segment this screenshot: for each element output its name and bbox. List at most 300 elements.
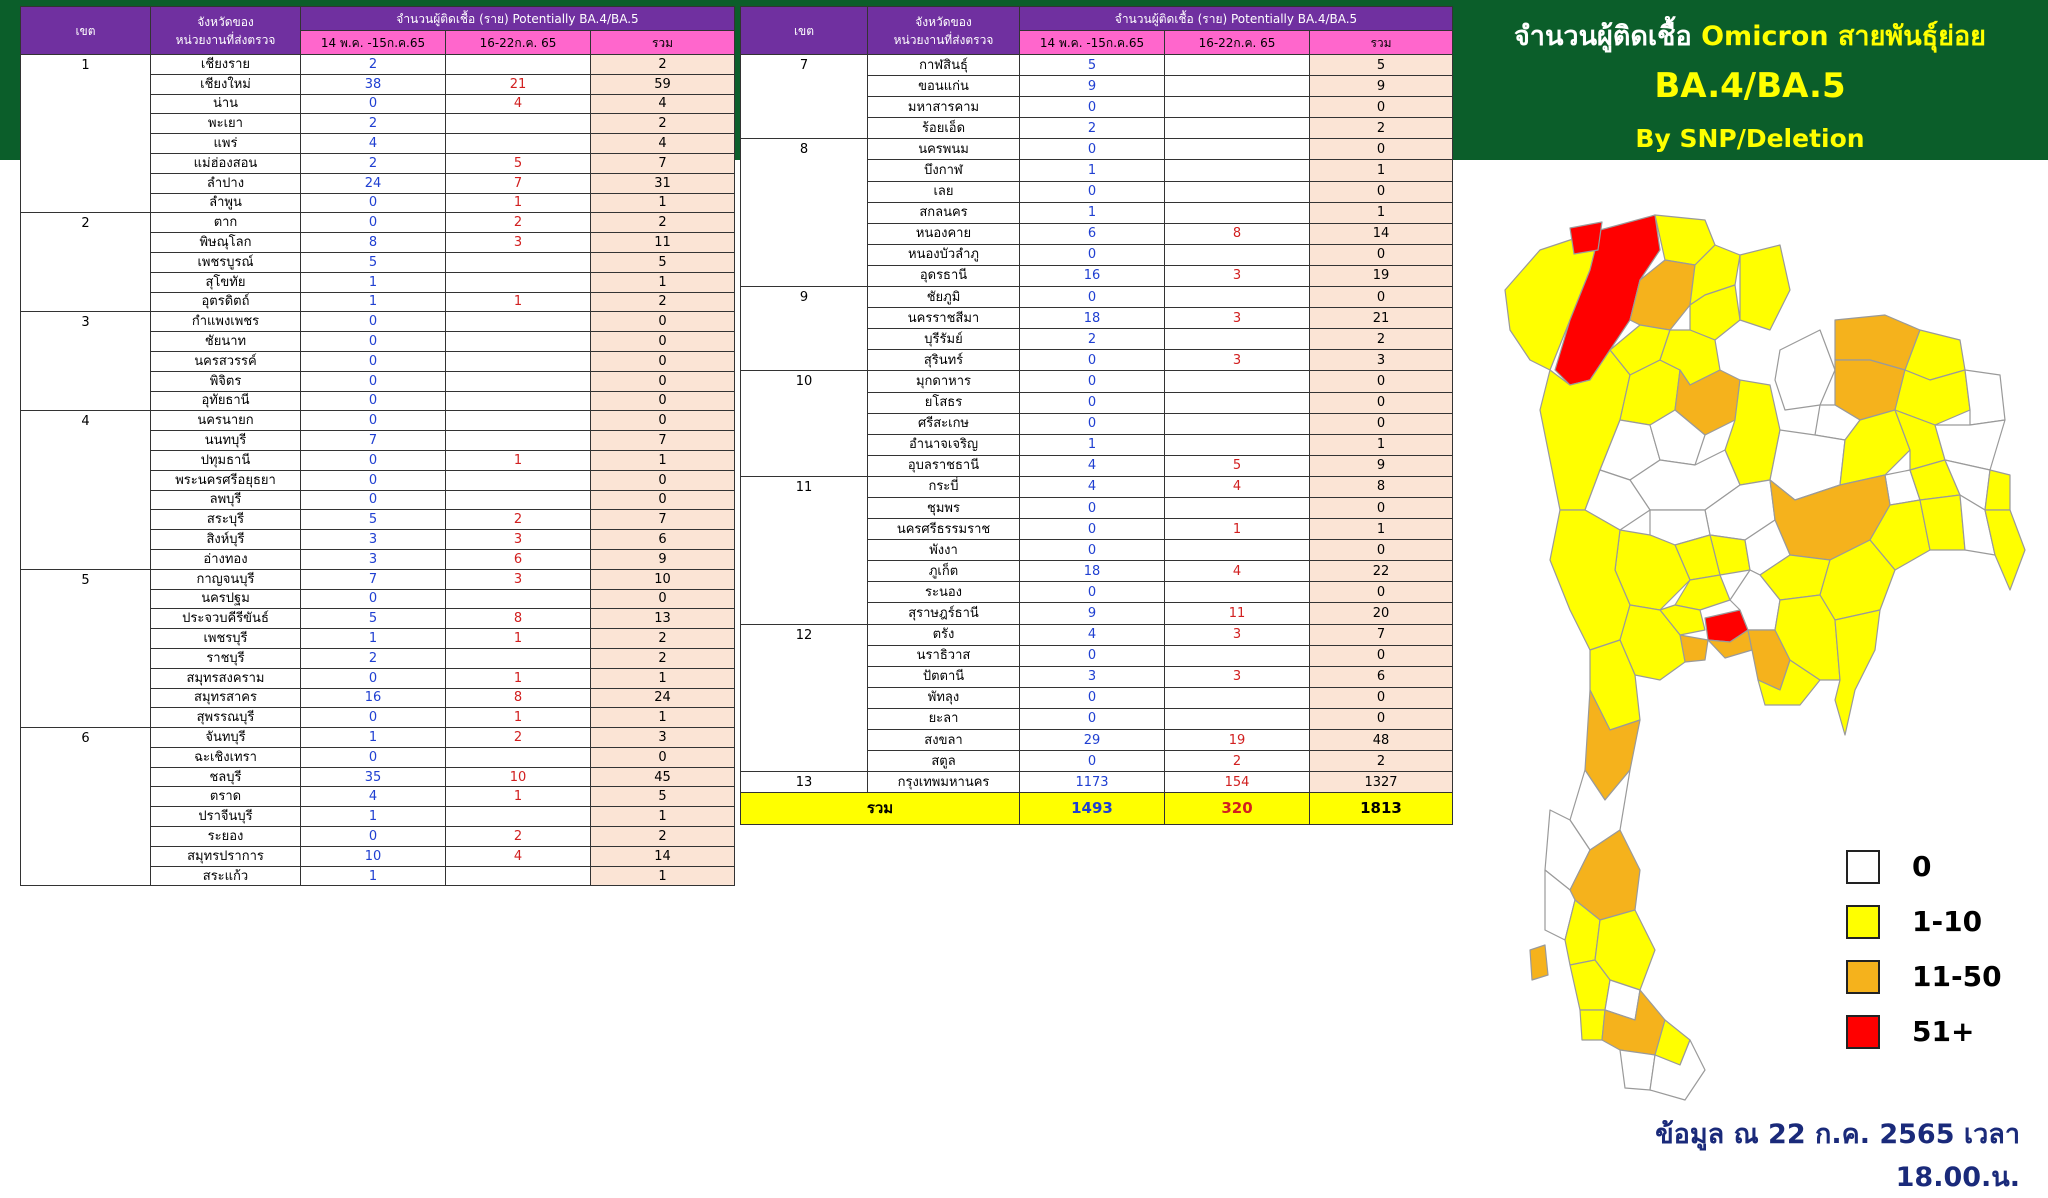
province-cell: ชลบุรี [151,767,301,787]
count-b-cell [446,747,591,767]
count-b-cell [1165,139,1310,160]
count-a-cell: 0 [301,450,446,470]
zone-cell: 10 [741,371,868,476]
province-cell: นครสวรรค์ [151,351,301,371]
zone-cell: 6 [21,728,151,886]
count-b-cell: 11 [1165,603,1310,624]
province-cell: ตาก [151,213,301,233]
count-b-cell [446,55,591,75]
total-cell: 14 [1310,223,1453,244]
province-cell: ร้อยเอ็ด [868,118,1020,139]
count-b-cell [446,332,591,352]
total-cell: 1 [1310,519,1453,540]
province-header [868,7,1020,55]
total-cell: 0 [1310,687,1453,708]
total-cell: 0 [1310,181,1453,202]
total-cell: 0 [591,312,735,332]
province-cell: เพชรบุรี [151,629,301,649]
total-cell: 0 [591,371,735,391]
count-a-cell: 1173 [1020,772,1165,793]
province-cell: หนองบัวลำภู [868,244,1020,265]
total-cell: 0 [591,747,735,767]
map-region-nan [1740,245,1790,330]
province-cell: พิษณุโลก [151,233,301,253]
total-cell: 0 [1310,371,1453,392]
count-a-cell: 9 [1020,603,1165,624]
count-b-cell [446,431,591,451]
total-cell: 2 [591,213,735,233]
province-cell: อุตรดิตถ์ [151,292,301,312]
zone-cell: 5 [21,569,151,727]
total-cell: 5 [591,787,735,807]
total-cell: 48 [1310,730,1453,751]
count-a-cell: 24 [301,173,446,193]
count-a-cell: 0 [301,747,446,767]
count-b-cell [1165,329,1310,350]
count-a-cell: 1 [1020,160,1165,181]
legend-label: 0 [1912,850,1932,883]
count-a-cell: 5 [1020,55,1165,76]
count-b-cell [1165,497,1310,518]
province-cell: จันทบุรี [151,728,301,748]
province-cell: พระนครศรีอยุธยา [151,470,301,490]
count-b-cell: 2 [446,510,591,530]
count-a-cell: 5 [301,252,446,272]
total-cell: 0 [591,589,735,609]
count-a-cell: 4 [1020,476,1165,497]
count-b-cell: 10 [446,767,591,787]
legend-swatch-white [1846,850,1880,884]
province-cell: ลพบุรี [151,490,301,510]
map-region-trat [1835,610,1880,735]
count-b-cell: 4 [1165,561,1310,582]
count-b-cell: 3 [1165,624,1310,645]
count-a-cell: 1 [301,807,446,827]
count-b-cell [1165,371,1310,392]
total-cell: 4 [591,94,735,114]
count-b-cell [1165,687,1310,708]
total-cell: 6 [591,530,735,550]
count-b-cell: 3 [446,530,591,550]
total-cell: 0 [591,470,735,490]
total-cell: 19 [1310,265,1453,286]
total-cell: 0 [1310,540,1453,561]
province-cell: พังงา [868,540,1020,561]
col-total-header: รวม [1310,31,1453,55]
count-a-cell: 2 [301,114,446,134]
total-cell: 1 [591,272,735,292]
zone-cell: 12 [741,624,868,772]
count-a-cell: 2 [301,153,446,173]
province-header-line2: หน่วยงานที่ส่งตรวจ [893,32,994,47]
count-b-cell: 2 [446,728,591,748]
total-cell: 0 [591,332,735,352]
province-cell: นราธิวาส [868,645,1020,666]
province-header-line2: หน่วยงานที่ส่งตรวจ [175,32,276,47]
legend-label: 51+ [1912,1015,1975,1048]
count-b-cell: 5 [446,153,591,173]
count-a-cell: 29 [1020,730,1165,751]
total-cell: 5 [1310,55,1453,76]
province-cell: ชุมพร [868,497,1020,518]
count-a-cell: 0 [1020,582,1165,603]
count-b-cell: 1 [446,450,591,470]
count-b-cell [1165,645,1310,666]
total-cell: 7 [591,431,735,451]
count-a-cell: 3 [1020,666,1165,687]
count-b-cell [1165,708,1310,729]
count-b-cell [446,391,591,411]
count-b-cell [446,371,591,391]
legend-label: 1-10 [1912,905,1983,938]
count-a-cell: 1 [301,866,446,886]
count-a-cell: 7 [301,431,446,451]
count-b-cell [1165,76,1310,97]
count-b-cell [1165,413,1310,434]
count-a-cell: 0 [301,213,446,233]
province-cell: สุราษฎร์ธานี [868,603,1020,624]
table-row [21,213,735,233]
province-cell: กาฬสินธุ์ [868,55,1020,76]
count-a-cell: 0 [1020,139,1165,160]
total-cell: 2 [591,55,735,75]
count-a-cell: 0 [1020,244,1165,265]
count-a-cell: 3 [301,530,446,550]
count-a-cell: 0 [1020,287,1165,308]
grand-total-label: รวม [741,793,1020,825]
table-row [741,476,1453,497]
map-region-loei [1775,330,1835,410]
total-cell: 20 [1310,603,1453,624]
count-b-cell [1165,160,1310,181]
total-cell: 1 [591,866,735,886]
legend-swatch-orange [1846,960,1880,994]
count-a-cell: 8 [301,233,446,253]
count-a-cell: 7 [301,569,446,589]
zone-cell: 7 [741,55,868,139]
province-cell: สุโขทัย [151,272,301,292]
total-cell: 0 [1310,287,1453,308]
count-b-cell [446,351,591,371]
province-cell: นครศรีธรรมราช [868,519,1020,540]
province-cell: อุทัยธานี [151,391,301,411]
total-cell: 1 [1310,434,1453,455]
count-a-cell: 1 [301,292,446,312]
zone-cell: 1 [21,55,151,213]
province-cell: สมุทรสาคร [151,688,301,708]
grand-total-row [741,793,1453,825]
count-a-cell: 3 [301,549,446,569]
province-cell: สุรินทร์ [868,350,1020,371]
province-cell: ประจวบคีรีขันธ์ [151,609,301,629]
count-b-cell: 3 [446,569,591,589]
province-cell: บึงกาฬ [868,160,1020,181]
total-cell: 0 [591,490,735,510]
zone-cell: 3 [21,312,151,411]
count-b-cell: 8 [446,609,591,629]
province-cell: สระบุรี [151,510,301,530]
count-a-cell: 38 [301,74,446,94]
province-cell: ยะลา [868,708,1020,729]
count-b-cell: 2 [1165,751,1310,772]
province-cell: ปทุมธานี [151,450,301,470]
count-a-cell: 1 [1020,434,1165,455]
total-cell: 2 [1310,751,1453,772]
col-a-header: 14 พ.ค. -15ก.ค.65 [301,31,446,55]
zone-cell: 2 [21,213,151,312]
total-cell: 1 [1310,160,1453,181]
province-cell: กระบี่ [868,476,1020,497]
province-cell: ปัตตานี [868,666,1020,687]
total-cell: 21 [1310,308,1453,329]
total-cell: 0 [1310,497,1453,518]
count-b-cell [1165,434,1310,455]
count-b-cell: 8 [1165,223,1310,244]
count-b-cell [446,411,591,431]
province-cell: อ่างทอง [151,549,301,569]
count-b-cell [446,866,591,886]
province-cell: ยโสธร [868,392,1020,413]
count-a-cell: 4 [1020,624,1165,645]
province-cell: สิงห์บุรี [151,530,301,550]
count-b-cell: 3 [1165,350,1310,371]
title-highlight: Omicron สายพันธุ์ย่อย [1701,21,1986,52]
count-b-cell: 6 [446,549,591,569]
total-cell: 2 [591,292,735,312]
province-cell: ศรีสะเกษ [868,413,1020,434]
count-b-cell: 1 [446,787,591,807]
count-a-cell: 0 [301,827,446,847]
province-cell: กรุงเทพมหานคร [868,772,1020,793]
province-cell: นครพนม [868,139,1020,160]
count-b-cell [1165,181,1310,202]
total-cell: 0 [1310,97,1453,118]
count-b-cell [1165,540,1310,561]
total-cell: 10 [591,569,735,589]
total-cell: 22 [1310,561,1453,582]
count-b-cell: 4 [446,846,591,866]
table-row [741,371,1453,392]
count-b-cell: 154 [1165,772,1310,793]
count-b-cell: 3 [446,233,591,253]
province-cell: ตรัง [868,624,1020,645]
total-cell: 0 [1310,708,1453,729]
count-b-cell [1165,97,1310,118]
total-cell: 59 [591,74,735,94]
total-cell: 1 [591,807,735,827]
title-prefix: จำนวนผู้ติดเชื้อ [1513,21,1702,52]
province-cell: ขอนแก่น [868,76,1020,97]
count-b-cell: 1 [1165,519,1310,540]
count-a-cell: 1 [301,272,446,292]
province-cell: ตราด [151,787,301,807]
count-a-cell: 0 [301,411,446,431]
table-row [741,287,1453,308]
count-b-cell: 7 [446,173,591,193]
zone-header: เขต [21,7,151,55]
count-b-cell [446,252,591,272]
count-a-cell: 18 [1020,561,1165,582]
group-header: จำนวนผู้ติดเชื้อ (ราย) Potentially BA.4/BA.5 [1020,7,1453,31]
province-cell: สระแก้ว [151,866,301,886]
total-cell: 14 [591,846,735,866]
province-cell: เพชรบูรณ์ [151,252,301,272]
province-cell: อำนาจเจริญ [868,434,1020,455]
total-cell: 7 [1310,624,1453,645]
total-cell: 7 [591,510,735,530]
col-b-header: 16-22ก.ค. 65 [446,31,591,55]
count-a-cell: 1 [301,728,446,748]
map-title-line3: By SNP/Deletion [1635,124,1865,153]
table-row [741,55,1453,76]
count-b-cell: 2 [446,213,591,233]
map-region-phuket [1530,945,1548,980]
total-cell: 0 [1310,582,1453,603]
count-a-cell: 0 [1020,181,1165,202]
count-a-cell: 0 [301,94,446,114]
table-row [21,728,735,748]
count-b-cell [446,272,591,292]
count-a-cell: 0 [1020,97,1165,118]
province-cell: มหาสารคาม [868,97,1020,118]
count-a-cell: 0 [301,589,446,609]
count-a-cell: 5 [301,510,446,530]
province-cell: ราชบุรี [151,648,301,668]
count-a-cell: 0 [301,708,446,728]
province-cell: เชียงใหม่ [151,74,301,94]
total-cell: 5 [591,252,735,272]
total-cell: 1327 [1310,772,1453,793]
count-a-cell: 0 [301,312,446,332]
province-cell: นนทบุรี [151,431,301,451]
province-header-line1: จังหวัดของ [915,14,972,29]
data-as-of-footer: ข้อมูล ณ 22 ก.ค. 2565 เวลา 18.00.น. [1655,1119,2020,1193]
province-cell: ชัยนาท [151,332,301,352]
col-total-header: รวม [591,31,735,55]
legend-swatch-red [1846,1015,1880,1049]
count-a-cell: 0 [1020,371,1165,392]
province-cell: แม่ฮ่องสอน [151,153,301,173]
count-b-cell [446,490,591,510]
total-cell: 2 [1310,329,1453,350]
table-row [21,411,735,431]
map-region-satun [1580,1010,1605,1040]
count-b-cell: 19 [1165,730,1310,751]
province-header [151,7,301,55]
count-b-cell: 3 [1165,666,1310,687]
count-a-cell: 2 [1020,329,1165,350]
province-cell: เลย [868,181,1020,202]
total-cell: 3 [591,728,735,748]
province-cell: ลำปาง [151,173,301,193]
province-cell: สมุทรปราการ [151,846,301,866]
grand-total-sum: 1813 [1310,793,1453,825]
province-cell: นครนายก [151,411,301,431]
province-cell: น่าน [151,94,301,114]
map-region-kanchanaburi [1550,510,1630,650]
count-b-cell [1165,244,1310,265]
province-cell: เชียงราย [151,55,301,75]
total-cell: 9 [1310,455,1453,476]
total-cell: 0 [1310,139,1453,160]
province-cell: กำแพงเพชร [151,312,301,332]
count-a-cell: 0 [301,351,446,371]
zone-cell: 11 [741,476,868,624]
province-cell: หนองคาย [868,223,1020,244]
count-b-cell: 4 [446,94,591,114]
count-b-cell: 3 [1165,308,1310,329]
total-cell: 2 [591,648,735,668]
count-a-cell: 0 [1020,540,1165,561]
count-b-cell: 1 [446,629,591,649]
total-cell: 1 [591,668,735,688]
count-b-cell [1165,392,1310,413]
count-b-cell: 3 [1165,265,1310,286]
count-b-cell: 1 [446,708,591,728]
total-cell: 9 [591,549,735,569]
count-a-cell: 0 [301,391,446,411]
table-row [741,772,1453,793]
total-cell: 1 [591,708,735,728]
count-a-cell: 2 [1020,118,1165,139]
count-a-cell: 0 [1020,687,1165,708]
total-cell: 1 [591,193,735,213]
total-cell: 0 [591,391,735,411]
count-a-cell: 0 [1020,708,1165,729]
total-cell: 8 [1310,476,1453,497]
total-cell: 0 [591,411,735,431]
province-cell: ปราจีนบุรี [151,807,301,827]
count-a-cell: 9 [1020,76,1165,97]
province-cell: สงขลา [868,730,1020,751]
total-cell: 2 [1310,118,1453,139]
province-cell: พัทลุง [868,687,1020,708]
count-a-cell: 6 [1020,223,1165,244]
count-a-cell: 16 [301,688,446,708]
map-title-line1 [1470,14,2030,57]
total-cell: 31 [591,173,735,193]
province-cell: ลำพูน [151,193,301,213]
count-a-cell: 0 [1020,497,1165,518]
count-b-cell: 1 [446,292,591,312]
province-cell: กาญจนบุรี [151,569,301,589]
count-b-cell: 1 [446,668,591,688]
total-cell: 45 [591,767,735,787]
total-cell: 2 [591,827,735,847]
count-a-cell: 0 [1020,519,1165,540]
total-cell: 2 [591,114,735,134]
count-b-cell [446,589,591,609]
total-cell: 1 [1310,202,1453,223]
count-b-cell: 5 [1165,455,1310,476]
total-cell: 0 [591,351,735,371]
total-cell: 11 [591,233,735,253]
count-a-cell: 0 [301,371,446,391]
count-a-cell: 0 [301,193,446,213]
total-cell: 4 [591,134,735,154]
count-b-cell [446,470,591,490]
province-cell: ชัยภูมิ [868,287,1020,308]
count-a-cell: 0 [301,668,446,688]
col-b-header: 16-22ก.ค. 65 [1165,31,1310,55]
count-b-cell [446,312,591,332]
total-cell: 9 [1310,76,1453,97]
province-cell: มุกดาหาร [868,371,1020,392]
province-cell: นครปฐม [151,589,301,609]
count-b-cell [1165,118,1310,139]
map-region-yala [1620,1050,1655,1090]
province-cell: สตูล [868,751,1020,772]
